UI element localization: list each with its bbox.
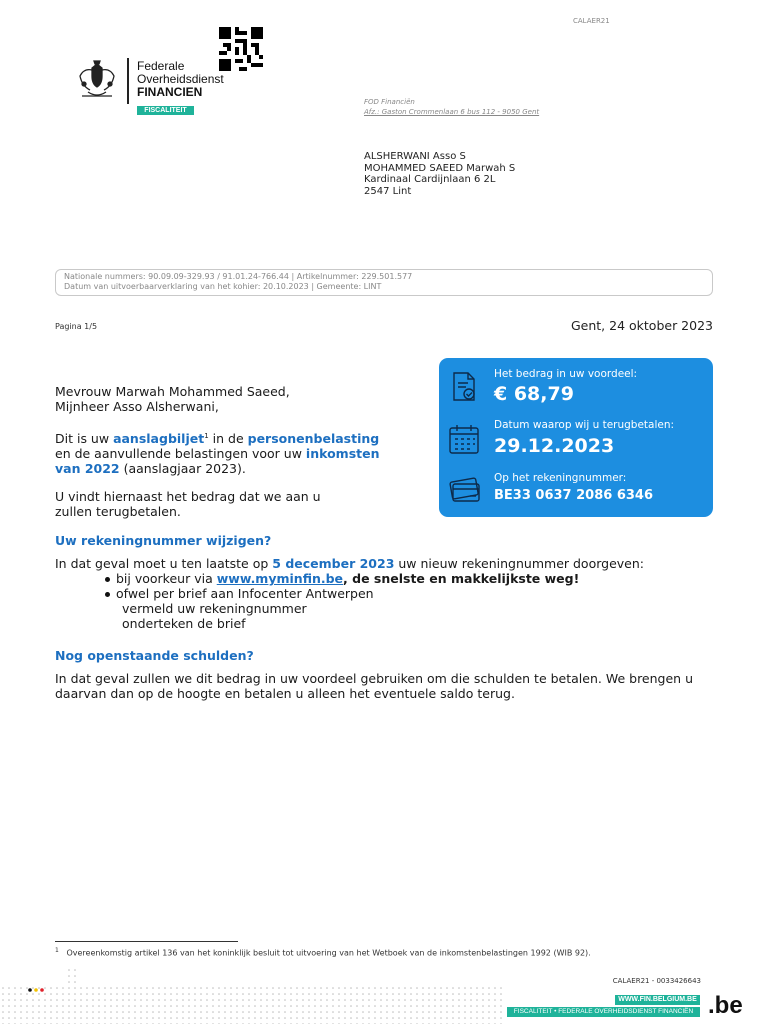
account-label: Op het rekeningnummer: <box>494 472 627 484</box>
reference-info-box: Nationale nummers: 90.09.09-329.93 / 91.01.24-766.44 | Artikelnummer: 229.501.577 Datum van uitvoerbaarverklaring van het kohier: 20.10.2023 | Gemeente: LINT <box>55 269 713 296</box>
credit-card-icon <box>447 472 481 506</box>
list-item: ofwel per brief aan Infocenter Antwerpen <box>105 586 579 601</box>
be-logo: .be <box>708 992 743 1019</box>
refund-summary-panel <box>439 358 713 517</box>
page-number: Pagina 1/5 <box>55 322 98 331</box>
letter-date: Gent, 24 oktober 2023 <box>570 318 713 333</box>
organization-footer-badge: FISCALITEIT • FEDERALE OVERHEIDSDIENST FINANCIËN <box>507 1007 700 1017</box>
refund-date-value: 29.12.2023 <box>494 435 615 457</box>
greeting: Mevrouw Marwah Mohammed Saeed, Mijnheer Asso Alsherwani, <box>55 384 290 414</box>
bullet-list <box>105 571 579 601</box>
section-text-change-account: In dat geval moet u ten laatste op 5 december 2023 uw nieuw rekeningnummer doorgeven: <box>55 556 644 571</box>
document-code-top: CALAER21 <box>573 17 610 25</box>
organization-name: Federale Overheidsdienst FINANCIEN <box>137 59 224 99</box>
section-text-debts: In dat geval zullen we dit bedrag in uw voordeel gebruiken om die schulden te betalen. We brengen u daarvan dan op de hoogte en betalen u alleen het eventuele saldo terug. <box>55 671 693 701</box>
refund-date-label: Datum waarop wij u terugbetalen: <box>494 419 675 431</box>
intro-paragraph: Dit is uw aanslagbiljet$^1$ in de personenbelasting en de aanvullende belastingen voor uw inkomsten van 2022 (aanslagjaar 2023). <box>55 431 380 477</box>
section-title-debts: Nog openstaande schulden? <box>55 648 254 663</box>
qr-code-icon <box>219 27 263 71</box>
belgian-coat-of-arms-icon <box>74 58 120 102</box>
footnote-divider <box>55 941 238 942</box>
sender-address: FOD Financiën Afz.: Gaston Crommenlaan 6 bus 112 - 9050 Gent <box>364 98 540 116</box>
fiscaliteit-badge: FISCALITEIT <box>137 106 194 115</box>
refund-amount-value: € 68,79 <box>494 383 574 405</box>
website-badge: WWW.FIN.BELGIUM.BE <box>615 995 700 1005</box>
refund-paragraph: U vindt hiernaast het bedrag dat we aan u zullen terugbetalen. <box>55 489 321 519</box>
list-item: vermeld uw rekeningnummer <box>122 601 307 616</box>
calendar-icon <box>447 422 481 456</box>
section-title-change-account: Uw rekeningnummer wijzigen? <box>55 533 272 548</box>
document-check-icon <box>447 370 481 404</box>
account-value: BE33 0637 2086 6346 <box>494 488 654 503</box>
refund-amount-label: Het bedrag in uw voordeel: <box>494 368 638 380</box>
sub-bullet-list <box>122 601 307 631</box>
recipient-address: ALSHERWANI Asso S MOHAMMED SAEED Marwah S Kardinaal Cardijnlaan 6 2L 2547 Lint <box>364 151 516 197</box>
list-item: bij voorkeur via www.myminfin.be, de snelste en makkelijkste weg! <box>105 571 579 586</box>
footnote: $^1$ Overeenkomstig artikel 136 van het koninklijk besluit tot uitvoering van het Wetboek van de inkomstenbelastingen 1992 (WIB 92). <box>55 947 591 958</box>
document-code-bottom: CALAER21 - 0033426643 <box>612 977 701 985</box>
myminfin-link[interactable]: www.myminfin.be <box>216 571 344 586</box>
logo-divider <box>127 58 129 104</box>
list-item: onderteken de brief <box>122 616 246 631</box>
decorative-dots <box>0 967 505 1024</box>
